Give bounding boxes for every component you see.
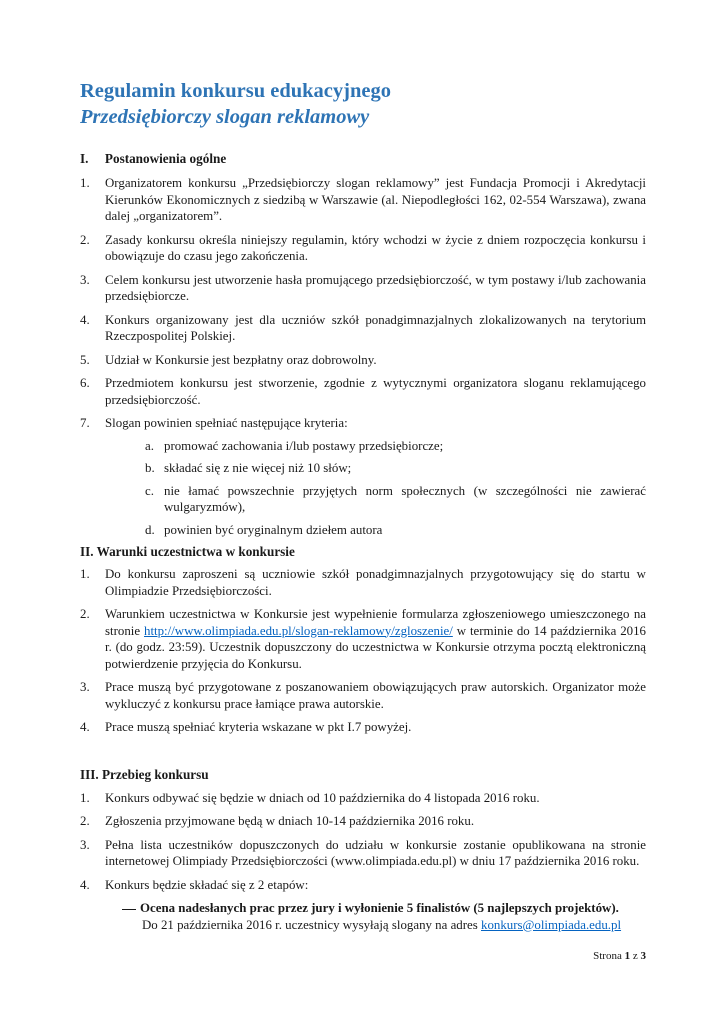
list-item: 4. Konkurs organizowany jest dla uczniów szkół ponadgimnazjalnych zlokalizowanych na terytorium Rzeczpospolitej Polskiej. xyxy=(80,312,646,343)
list-item: 2. Zasady konkursu określa niniejszy regulamin, który wchodzi w życie z dniem rozpoczęcia konkursu i obowiązuje do czasu jego zakończenia. xyxy=(80,232,646,263)
criteria-item: c. nie łamać powszechnie przyjętych norm społecznych (w szczególności nie zawierać wulgaryzmów), xyxy=(145,483,646,514)
criteria-item: a. promować zachowania i/lub postawy przedsiębiorcze; xyxy=(145,438,444,453)
list-item: 2. Zgłoszenia przyjmowane będą w dniach 10-14 października 2016 roku. xyxy=(80,814,475,828)
page-footer: Strona 1 z 3 xyxy=(593,950,646,962)
list-item: 3. Pełna lista uczestników dopuszczonych do udziału w konkursie zostanie opublikowana na stronie internetowej Olimpiady Przedsiębiorczości (www.olimpiada.edu.pl) w dniu 17 października 2016 roku. xyxy=(80,837,646,868)
list-item: 1. Do konkursu zaproszeni są uczniowie szkół ponadgimnazjalnych przygotowujący się do startu w Olimpiadzie Przedsiębiorczości. xyxy=(80,567,646,598)
dash-icon xyxy=(122,909,136,910)
stage-description: Ocena nadesłanych prac przez jury i wyłonienie 5 finalistów (5 najlepszych projektów). Do 21 października 2016 r. uczestnicy wysyłają slogany na adres konkurs@olimpiada.edu.pl xyxy=(80,900,646,933)
list-item: 1. Organizatorem konkursu „Przedsiębiorczy slogan reklamowy” jest Fundacja Promocji i Akredytacji Kierunków Ekonomicznych z siedzibą w Warszawie (al. Niepodległości 162, 02-554 Warszawa), zwana dalej „organizatorem”. xyxy=(80,176,646,223)
list-item: 4. Konkurs będzie składać się z 2 etapów: xyxy=(80,877,309,892)
list-item: 1. Konkurs odbywać się będzie w dniach od 10 października do 4 listopada 2016 roku. xyxy=(80,790,540,805)
contest-email-link[interactable]: konkurs@olimpiada.edu.pl xyxy=(481,917,622,932)
section-heading-2: II. Warunki uczestnictwa w konkursie xyxy=(80,544,295,559)
list-item: 2. Warunkiem uczestnictwa w Konkursie jest wypełnienie formularza zgłoszeniowego umieszczonego na stronie http://www.olimpiada.edu.pl/slogan-reklamowy/zgloszenie/ w terminie do 14 października 2016 r. (do godz. 23:59). Uczestnik dopuszczony do uczestnictwa w Konkursie otrzyma pocztą elektroniczną potwierdzenie przyjęcia do Konkursu. xyxy=(80,607,646,671)
stage-title: Ocena nadesłanych prac przez jury i wyłonienie 5 finalistów (5 najlepszych projektów). xyxy=(140,901,619,915)
list-item: 5. Udział w Konkursie jest bezpłatny oraz dobrowolny. xyxy=(80,352,377,367)
current-page: 1 xyxy=(624,950,631,962)
title-line-1: Regulamin konkursu edukacyjnego xyxy=(80,80,391,102)
list-item: 3. Celem konkursu jest utworzenie hasła promującego przedsiębiorczość, w tym postawy i/lub zachowania przedsiębiorcze. xyxy=(80,272,646,303)
list-item: 3. Prace muszą być przygotowane z poszanowaniem obowiązujących praw autorskich. Organizator może wykluczyć z konkursu prace łamiące prawa autorskie. xyxy=(80,680,646,711)
list-item: 4. Prace muszą spełniać kryteria wskazane w pkt I.7 powyżej. xyxy=(80,720,412,734)
document-title xyxy=(80,78,646,130)
document-page xyxy=(80,78,646,933)
section-heading-1: I. Postanowienia ogólne xyxy=(80,151,227,166)
section-heading-3: III. Przebieg konkursu xyxy=(80,766,209,782)
list-item: 7. Slogan powinien spełniać następujące kryteria: xyxy=(80,416,348,430)
total-pages: 3 xyxy=(640,950,646,962)
section-2-list xyxy=(80,566,646,736)
list-item: 6. Przedmiotem konkursu jest stworzenie, zgodnie z wytycznymi organizatora sloganu reklamującego przedsiębiorczość. xyxy=(80,376,646,407)
criteria-list xyxy=(80,438,646,539)
section-3-list xyxy=(80,790,646,894)
criteria-item: d. powinien być oryginalnym dziełem autora xyxy=(145,522,383,537)
title-line-2: Przedsiębiorczy slogan reklamowy xyxy=(80,106,370,128)
criteria-item: b. składać się z nie więcej niż 10 słów; xyxy=(145,461,352,475)
section-1-list xyxy=(80,175,646,432)
registration-form-link[interactable]: http://www.olimpiada.edu.pl/slogan-reklamowy/zgloszenie/ xyxy=(144,623,453,638)
